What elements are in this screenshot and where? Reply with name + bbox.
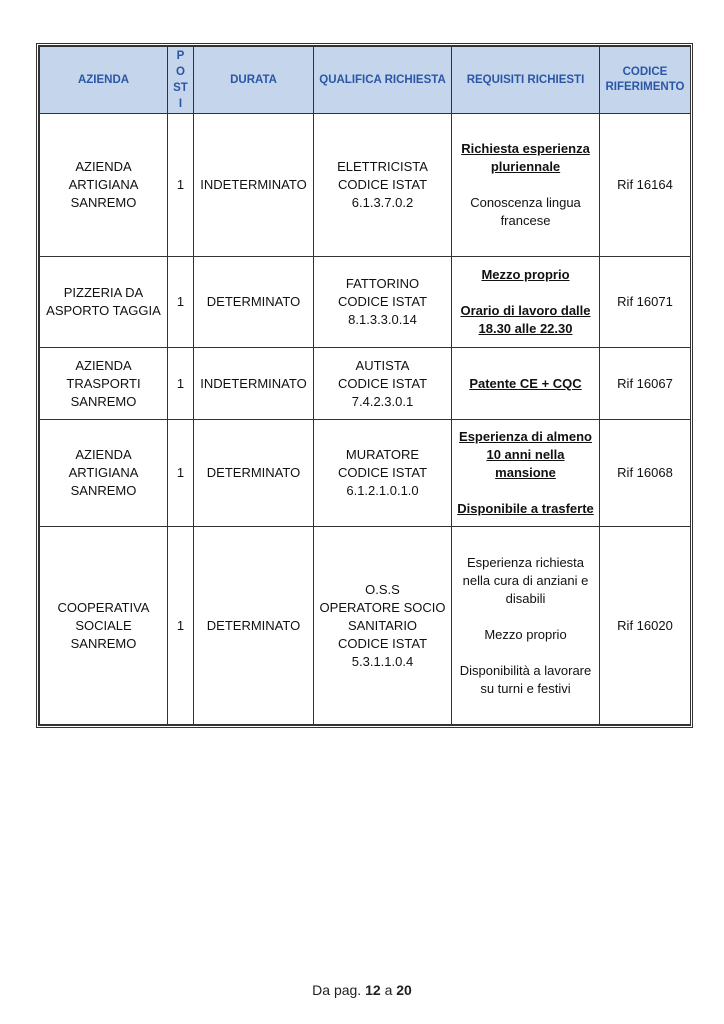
job-offers-table-container	[36, 43, 693, 728]
cell-requisiti	[452, 420, 600, 527]
requisito: Orario di lavoro dalle 18.30 alle 22.30	[460, 303, 591, 336]
requisito: Richiesta esperienza pluriennale	[461, 141, 590, 174]
requisito: Mezzo proprio	[484, 626, 567, 642]
cell-durata: DETERMINATO	[194, 527, 314, 725]
qualifica-line: ELETTRICISTA	[337, 159, 428, 174]
cell-azienda: AZIENDA TRASPORTI SANREMO	[40, 348, 168, 420]
qualifica-line: CODICE ISTAT	[337, 177, 428, 192]
header-posti-line: ST	[173, 82, 188, 94]
cell-azienda: AZIENDA ARTIGIANA SANREMO	[40, 114, 168, 257]
cell-qualifica	[314, 527, 452, 725]
cell-durata: INDETERMINATO	[194, 114, 314, 257]
qualifica-line: 6.1.3.7.0.2	[351, 195, 414, 210]
cell-codice: Rif 16067	[600, 348, 691, 420]
job-offers-table	[39, 46, 691, 725]
cell-posti: 1	[168, 527, 194, 725]
cell-durata: INDETERMINATO	[194, 348, 314, 420]
header-qualifica: QUALIFICA RICHIESTA	[314, 47, 452, 114]
qualifica-line: CODICE ISTAT	[337, 635, 428, 651]
requisito: Esperienza di almeno 10 anni nella mansione	[459, 429, 592, 480]
cell-azienda: PIZZERIA DA ASPORTO TAGGIA	[40, 257, 168, 348]
qualifica-line: CODICE ISTAT	[337, 294, 428, 309]
qualifica-line: 5.3.1.1.0.4	[351, 653, 414, 669]
cell-qualifica	[314, 257, 452, 348]
qualifica-line: CODICE ISTAT	[337, 465, 428, 480]
qualifica-line: AUTISTA	[355, 357, 410, 373]
header-durata: DURATA	[194, 47, 314, 114]
cell-durata: DETERMINATO	[194, 257, 314, 348]
requisito: Conoscenza lingua francese	[470, 195, 581, 228]
header-posti-line: O	[176, 66, 185, 78]
cell-codice: Rif 16071	[600, 257, 691, 348]
cell-qualifica	[314, 348, 452, 420]
table-row	[40, 527, 691, 725]
table-row	[40, 257, 691, 348]
footer-current-page: 12	[365, 982, 381, 998]
requisito: Mezzo proprio	[481, 267, 570, 282]
header-posti-line: I	[178, 98, 183, 110]
footer-prefix: Da pag.	[312, 982, 362, 998]
cell-qualifica	[314, 420, 452, 527]
qualifica-line: MURATORE	[345, 447, 420, 462]
header-azienda: AZIENDA	[40, 47, 168, 114]
qualifica-line: 7.4.2.3.0.1	[351, 393, 414, 409]
qualifica-line: 8.1.3.3.0.14	[348, 312, 417, 327]
requisito: Esperienza richiesta nella cura di anziani e disabili	[462, 554, 589, 606]
cell-requisiti	[452, 348, 600, 420]
cell-codice: Rif 16164	[600, 114, 691, 257]
cell-codice: Rif 16020	[600, 527, 691, 725]
cell-posti: 1	[168, 257, 194, 348]
cell-codice: Rif 16068	[600, 420, 691, 527]
requisito: Disponibilità a lavorare su turni e festivi	[459, 662, 592, 696]
header-codice: CODICE RIFERIMENTO	[600, 47, 691, 114]
cell-posti: 1	[168, 420, 194, 527]
cell-azienda: COOPERATIVA SOCIALE SANREMO	[40, 527, 168, 725]
table-row	[40, 114, 691, 257]
cell-durata: DETERMINATO	[194, 420, 314, 527]
cell-requisiti	[452, 527, 600, 725]
table-row	[40, 420, 691, 527]
qualifica-line: O.S.S	[365, 581, 400, 597]
requisito: Disponibile a trasferte	[457, 501, 594, 516]
qualifica-line: OPERATORE SOCIO SANITARIO	[319, 599, 446, 633]
cell-posti: 1	[168, 114, 194, 257]
qualifica-line: 6.1.2.1.0.1.0	[346, 483, 419, 498]
cell-azienda: AZIENDA ARTIGIANA SANREMO	[40, 420, 168, 527]
requisito: Patente CE + CQC	[469, 375, 582, 391]
header-posti	[168, 47, 194, 114]
cell-posti: 1	[168, 348, 194, 420]
footer-total-pages: 20	[396, 982, 412, 998]
cell-requisiti	[452, 257, 600, 348]
table-header-row	[40, 47, 691, 114]
cell-qualifica	[314, 114, 452, 257]
qualifica-line: FATTORINO	[345, 276, 420, 291]
header-requisiti: REQUISITI RICHIESTI	[452, 47, 600, 114]
page-footer	[0, 982, 724, 998]
footer-separator: a	[384, 982, 393, 998]
cell-requisiti	[452, 114, 600, 257]
qualifica-line: CODICE ISTAT	[337, 375, 428, 391]
table-row	[40, 348, 691, 420]
header-posti-line: P	[176, 50, 185, 62]
